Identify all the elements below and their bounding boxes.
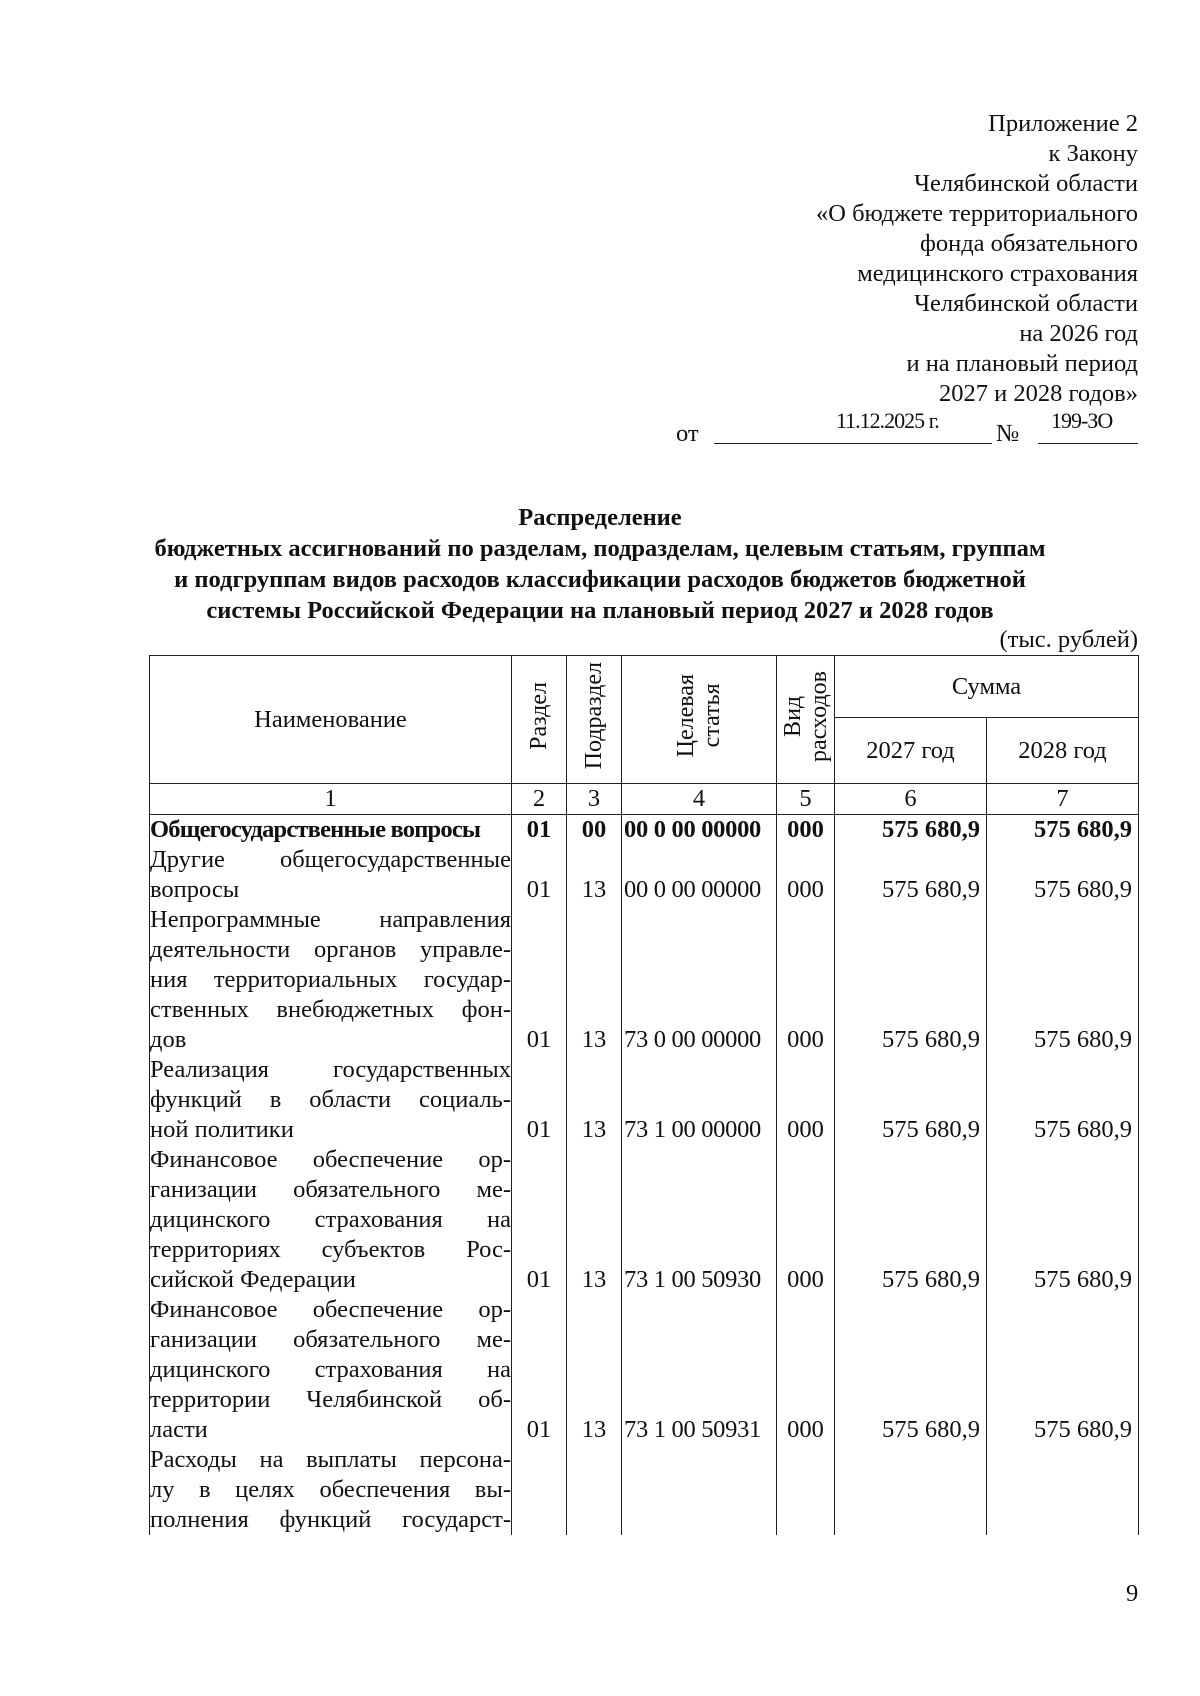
row-name: Другие общегосударственные вопросы <box>150 846 511 903</box>
appendix-line: к Закону <box>1048 140 1138 167</box>
row-section: 01 <box>512 1295 567 1445</box>
row-target: 73 0 00 00000 <box>622 905 777 1055</box>
document-title <box>140 502 1060 626</box>
row-subsection: 13 <box>567 1295 622 1445</box>
row-type: 000 <box>777 1055 835 1145</box>
row-name: Непрограммные направления деятельности органов управле- ния территориальных государ- ственных внебюджетных фон- дов <box>150 906 511 1053</box>
row-2028: 575 680,9 <box>987 1295 1139 1445</box>
date-underline <box>714 443 992 444</box>
row-section: 01 <box>512 1145 567 1295</box>
row-target <box>622 1445 777 1535</box>
row-section: 01 <box>512 845 567 905</box>
row-section <box>512 1445 567 1535</box>
table-row <box>150 1445 1139 1535</box>
appendix-line: медицинского страхования <box>857 260 1138 287</box>
number-underline <box>1038 443 1138 444</box>
row-subsection <box>567 1445 622 1535</box>
col-number: 2 <box>512 784 567 815</box>
law-number: 199-ЗО <box>1051 408 1113 433</box>
row-2027: 575 680,9 <box>835 1055 987 1145</box>
row-2028 <box>987 1445 1139 1535</box>
header-2028: 2028 год <box>987 718 1139 784</box>
row-target: 73 1 00 50931 <box>622 1295 777 1445</box>
header-section: Раздел <box>512 656 567 784</box>
col-number: 6 <box>835 784 987 815</box>
header-name: Наименование <box>150 656 512 784</box>
header-subsection: Подраздел <box>567 656 622 784</box>
table-row <box>150 1295 1139 1445</box>
number-label: № <box>996 420 1020 447</box>
col-number: 4 <box>622 784 777 815</box>
col-number: 3 <box>567 784 622 815</box>
row-name: Финансовое обеспечение ор- ганизации обязательного ме- дицинского страхования на территории Челябинской об- ласти <box>150 1296 511 1443</box>
header-type: Вид расходов <box>777 656 835 784</box>
title-line: и подгруппам видов расходов классификации расходов бюджетов бюджетной <box>174 566 1026 593</box>
appendix-line: Челябинской области <box>914 290 1138 317</box>
title-line: бюджетных ассигнований по разделам, подразделам, целевым статьям, группам <box>154 535 1046 562</box>
row-2027: 575 680,9 <box>835 905 987 1055</box>
row-2027: 575 680,9 <box>835 845 987 905</box>
row-subsection: 00 <box>567 815 622 846</box>
table-row <box>150 815 1139 846</box>
header-target: Целевая статья <box>622 656 777 784</box>
table-row <box>150 1145 1139 1295</box>
row-subsection: 13 <box>567 845 622 905</box>
row-2028: 575 680,9 <box>987 905 1139 1055</box>
row-2027: 575 680,9 <box>835 1145 987 1295</box>
row-subsection: 13 <box>567 1145 622 1295</box>
row-2027 <box>835 1445 987 1535</box>
col-number: 5 <box>777 784 835 815</box>
header-2027: 2027 год <box>835 718 987 784</box>
row-name: Финансовое обеспечение ор- ганизации обязательного ме- дицинского страхования на территориях субъектов Рос- сийской Федерации <box>150 1146 511 1293</box>
page-number: 9 <box>1126 1580 1139 1607</box>
appendix-line: и на плановый период <box>906 350 1138 377</box>
header-sum: Сумма <box>835 656 1139 718</box>
row-type: 000 <box>777 845 835 905</box>
row-section: 01 <box>512 815 567 846</box>
col-number: 7 <box>987 784 1139 815</box>
appendix-line: 2027 и 2028 годов» <box>938 380 1138 407</box>
row-2028: 575 680,9 <box>987 1145 1139 1295</box>
table-row <box>150 845 1139 905</box>
row-target: 73 1 00 00000 <box>622 1055 777 1145</box>
unit-label: (тыс. рублей) <box>999 626 1138 653</box>
row-target: 00 0 00 00000 <box>622 845 777 905</box>
table-row <box>150 1055 1139 1145</box>
appendix-line: Приложение 2 <box>988 110 1138 137</box>
row-name: Реализация государственных функций в области социаль- ной политики <box>150 1056 511 1143</box>
col-number: 1 <box>150 784 512 815</box>
row-subsection: 13 <box>567 1055 622 1145</box>
row-section: 01 <box>512 905 567 1055</box>
row-target: 00 0 00 00000 <box>622 815 777 846</box>
row-2028: 575 680,9 <box>987 815 1139 846</box>
title-line: Распределение <box>518 504 682 531</box>
row-target: 73 1 00 50930 <box>622 1145 777 1295</box>
appendix-line: на 2026 год <box>1019 320 1138 347</box>
row-name: Общегосударственные вопросы <box>150 815 512 846</box>
row-2028: 575 680,9 <box>987 845 1139 905</box>
row-type <box>777 1445 835 1535</box>
appendix-line: Челябинской области <box>914 170 1138 197</box>
law-date: 11.12.2025 г. <box>836 408 939 433</box>
row-name: Расходы на выплаты персона- лу в целях обеспечения вы- полнения функций государст- <box>150 1446 511 1533</box>
row-type: 000 <box>777 1145 835 1295</box>
row-section: 01 <box>512 1055 567 1145</box>
title-line: системы Российской Федерации на плановый период 2027 и 2028 годов <box>206 597 994 624</box>
from-label: от <box>676 420 699 447</box>
column-number-row <box>150 784 1139 815</box>
row-type: 000 <box>777 815 835 846</box>
row-type: 000 <box>777 1295 835 1445</box>
appendix-header <box>618 109 1138 409</box>
row-subsection: 13 <box>567 905 622 1055</box>
appendix-line: «О бюджете территориального <box>816 200 1138 227</box>
row-2028: 575 680,9 <box>987 1055 1139 1145</box>
appendix-line: фонда обязательного <box>919 230 1138 257</box>
budget-table <box>149 655 1139 1535</box>
row-2027: 575 680,9 <box>835 815 987 846</box>
table-row <box>150 905 1139 1055</box>
row-type: 000 <box>777 905 835 1055</box>
law-date-number <box>676 410 1138 446</box>
row-2027: 575 680,9 <box>835 1295 987 1445</box>
